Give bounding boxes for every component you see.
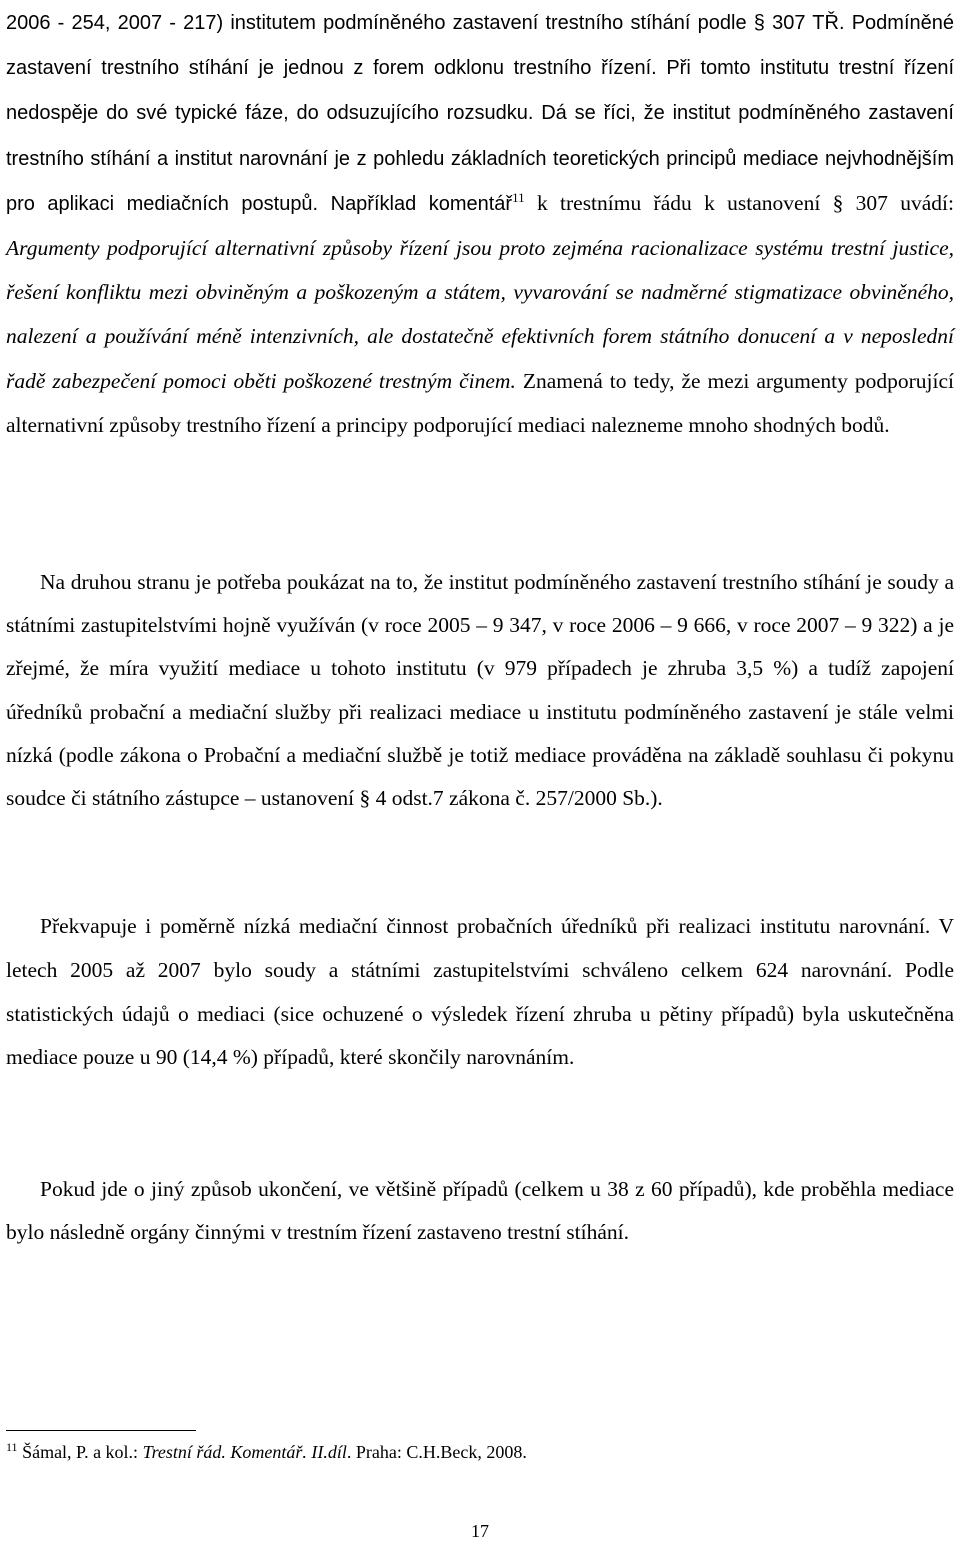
footnote-number: 11 bbox=[6, 1440, 18, 1454]
paragraph-2-text: Na druhou stranu je potřeba poukázat na to, že institut podmíněného zastavení trestního stíhání je soudy a státními zastupitelstvími hojně využíván (v roce 2005 – 9 347, v roce 2006 – 9 666, v roce 2007 – 9 322) a je zřejmé, že míra využití mediace u tohoto institutu (v 979 případech je zhruba 3,5 %) a tudíž zapojení úředníků probační a mediační služby při realizaci mediace u institutu podmíněného zastavení je stále velmi nízká (podle zákona o Probační a mediační službě je totiž mediace prováděna na základě souhlasu či pokynu soudce či státního zástupce – ustanovení § 4 odst.7 zákona č. 257/2000 Sb.). bbox=[6, 570, 954, 811]
footnote-title: Trestní řád. Komentář. II.díl bbox=[142, 1442, 347, 1462]
paragraph-1 bbox=[6, 0, 954, 447]
footnote-reference[interactable]: 11 bbox=[512, 189, 525, 205]
paragraph-4-text: Pokud jde o jiný způsob ukončení, ve většině případů (celkem u 38 z 60 případů), kde proběhla mediace bylo následně orgány činnými v trestním řízení zastaveno trestní stíhání. bbox=[6, 1177, 954, 1244]
footnote-author: Šámal, P. a kol.: bbox=[17, 1442, 143, 1462]
paragraph-3-text: Překvapuje i poměrně nízká mediační činnost probačních úředníků při realizaci institutu narovnání. V letech 2005 až 2007 bylo soudy a státními zastupitelstvími schváleno celkem 624 narovnání. Podle statistických údajů o mediaci (sice ochuzené o výsledek řízení zhruba u pětiny případů) byla uskutečněna mediace pouze u 90 (14,4 %) případů, které skončily narovnáním. bbox=[6, 914, 954, 1070]
page-number: 17 bbox=[471, 1521, 489, 1541]
paragraph-1-mid: k trestnímu řádu k ustanovení § 307 uvádí: bbox=[524, 190, 954, 215]
paragraph-1-tail: Znamená to tedy, že mezi argumenty podporující alternativní způsoby trestního řízení a principy podporující mediaci nalezneme mnoho shodných bodů. bbox=[6, 368, 954, 437]
footnote-divider bbox=[6, 1430, 196, 1431]
footnote-publisher: . Praha: C.H.Beck, 2008. bbox=[346, 1442, 527, 1462]
paragraph-4 bbox=[6, 1168, 954, 1254]
paragraph-3 bbox=[6, 905, 954, 1080]
paragraph-1-lead: 2006 - 254, 2007 - 217) institutem podmíněného zastavení trestního stíhání podle § 307 TŘ. Podmíněné zastavení trestního stíhání je jednou z forem odklonu trestního řízení. Při tomto institutu trestní řízení nedospěje do své typické fáze, do odsuzujícího rozsudku. Dá se říci, že institut podmíněného zastavení trestního stíhání a institut narovnání je z pohledu základních teoretických principů mediace nejvhodnějším pro aplikaci mediačních postupů. Například komentář bbox=[6, 12, 954, 215]
footnote bbox=[6, 1440, 527, 1464]
paragraph-2 bbox=[6, 561, 954, 820]
paragraph-1-quote: Argumenty podporující alternativní způsoby řízení jsou proto zejména racionalizace systému trestní justice, řešení konfliktu mezi obviněným a poškozeným a státem, vyvarování se nadměrné stigmatizace obviněného, nalezení a používání méně intenzivních, ale dostatečně efektivních forem státního donucení a v neposlední řadě zabezpečení pomoci oběti poškozené trestným činem. bbox=[6, 236, 954, 393]
